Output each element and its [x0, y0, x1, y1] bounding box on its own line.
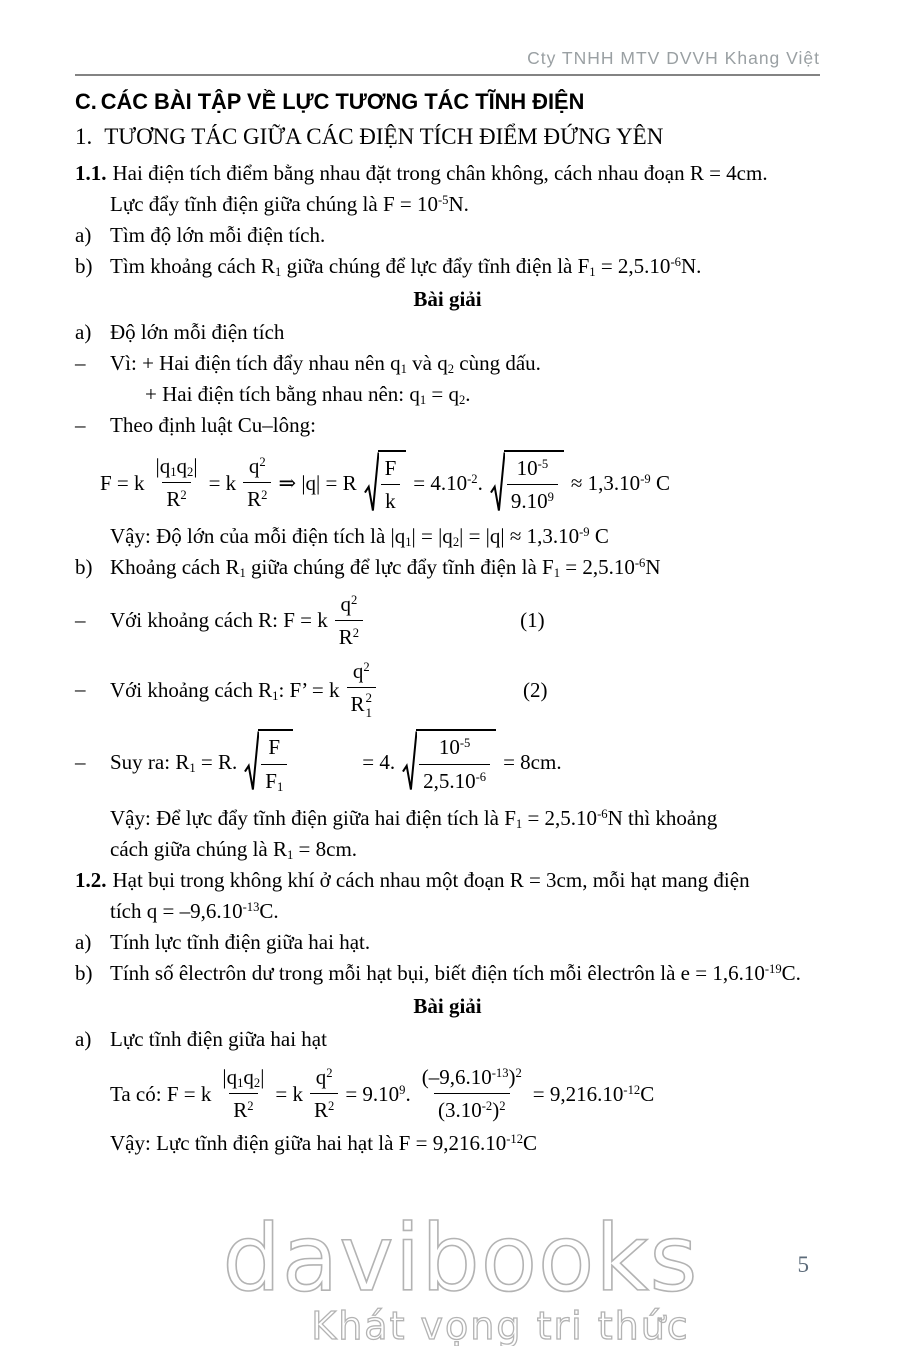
problem-1-2-statement-line1 [75, 865, 820, 896]
sqrt-ratio-2 [402, 729, 496, 795]
formula-term: = $4.10^{-2}$. [413, 470, 483, 495]
derivation-formula [110, 729, 820, 795]
list-marker-a: a) [75, 929, 92, 954]
question-a-text: Tìm độ lớn mỗi điện tích. [110, 223, 326, 247]
sqrt-body [504, 450, 564, 516]
formula-result: = 8cm. [503, 750, 562, 775]
conclusion-part-b-line1: Vậy: Để lực đẩy tĩnh điện giữa hai điện tích là $F_1 = 2,5.10^{-6}N$ thì khoảng [110, 805, 718, 832]
fraction-numerator: $q^2$ [340, 591, 358, 616]
problem-1-2-text-line1: Hạt bụi trong không khí ở cách nhau một đoạn R = 3cm, mỗi hạt mang điện [112, 867, 750, 892]
chapter-title-number: C. [75, 89, 97, 114]
fraction-F-over-F1 [261, 734, 287, 794]
solution-1-1-part-b-heading [75, 552, 820, 583]
conclusion-1-2: Vậy: Lực tĩnh điện giữa hai hạt là $F = 9,216.10^{-12}C$ [110, 1131, 538, 1156]
equation-1-row [75, 591, 820, 651]
section-heading-text: TƯƠNG TÁC GIỮA CÁC ĐIỆN TÍCH ĐIỂM ĐỨNG YÊN [104, 124, 664, 149]
formula-term: = 4. [362, 750, 396, 775]
sqrt-body [258, 729, 293, 795]
dash-marker: – [75, 413, 86, 437]
list-marker-a: a) [75, 223, 92, 247]
fraction-denominator: $R^2$ [243, 482, 271, 512]
problem-1-1-number: 1.1. [75, 161, 107, 185]
solution-reason-line1 [75, 348, 820, 379]
section-heading [75, 124, 820, 150]
watermark-slogan: Khát vọng tri thức [311, 1303, 690, 1346]
sqrt-body [378, 450, 407, 516]
formula-term: Với khoảng cách $R_1$: F’ = k [110, 677, 340, 703]
derivation-row [75, 729, 820, 795]
fraction-10-5-over-9-10-9 [507, 455, 558, 515]
radical-icon [244, 729, 259, 795]
fraction-numerator: $q^2$ [315, 1064, 333, 1089]
problem-1-1-statement-line1 [75, 158, 820, 189]
page-number: 5 [797, 1252, 809, 1277]
fraction-numerator: F [384, 456, 397, 480]
fraction-denominator: k [381, 484, 400, 514]
problem-1-2-question-b [75, 958, 820, 989]
fraction-numerator: $q^2$ [352, 659, 370, 683]
section-number: 1. [75, 124, 93, 149]
fraction-q2-over-R2 [335, 591, 363, 651]
sqrt-ratio [490, 450, 564, 516]
part-a-heading-text: Độ lớn mỗi điện tích [110, 320, 285, 344]
formula-term: = $9.10^9$. [345, 1081, 411, 1106]
dash-marker: – [75, 351, 86, 375]
coulomb-law-intro-text: Theo định luật Cu–lông: [110, 413, 316, 437]
solution-1-1-part-a-heading [75, 317, 820, 348]
dash-marker: – [75, 607, 86, 632]
force-calculation-formula [75, 1064, 820, 1124]
fraction-F-over-k [381, 455, 401, 515]
equation-2-row [75, 658, 820, 721]
part-b-heading-text: Khoảng cách $R_1$ giữa chúng để lực đẩy tĩnh điện là $F_1 = 2,5.10^{-6}N$ [110, 554, 661, 580]
problem-1-1-text-line1: Hai điện tích điểm bằng nhau đặt trong chân không, cách nhau đoạn R = 4cm. [112, 161, 768, 185]
fraction-numerator: $(-9,6.10^{-13})^2$ [421, 1064, 522, 1089]
problem-1-2-question-a [75, 927, 820, 958]
formula-term: Suy ra: $R_1 = R$. [110, 750, 238, 776]
radical-icon [402, 729, 417, 795]
solution-heading-2: Bài giải [413, 993, 482, 1018]
list-marker-b: b) [75, 254, 93, 278]
fraction-10-5-over-2-5-10-6 [419, 734, 490, 794]
fraction-denominator: $(3.10^{-2})^2$ [434, 1093, 510, 1123]
fraction-numerator: $|q_1q_2|$ [155, 454, 198, 480]
radical-icon [364, 450, 379, 516]
problem-1-2-number: 1.2. [75, 867, 107, 892]
question-a-text: Tính lực tĩnh điện giữa hai hạt. [110, 929, 371, 954]
formula-term: Với khoảng cách R: F = k [110, 608, 328, 633]
formula-result: = $9,216.10^{-12}C$ [532, 1081, 655, 1106]
list-marker-a: a) [75, 1026, 92, 1051]
question-b-text: Tìm khoảng cách $R_1$ giữa chúng để lực đẩy tĩnh điện là $F_1 = 2,5.10^{-6}N$. [110, 254, 702, 280]
solution-heading-1: Bài giải [413, 287, 482, 311]
coulomb-formula [75, 450, 820, 516]
fraction-numerator: $|q_1q_2|$ [222, 1064, 265, 1091]
question-b-text: Tính số êlectrôn dư trong mỗi hạt bụi, biết điện tích mỗi êlectrôn là $e = 1,6.10^{-19}C$. [110, 960, 801, 985]
fraction-denominator: $R^2$ [310, 1093, 338, 1123]
formula-term: = k [208, 470, 237, 495]
problem-1-1-question-a [75, 220, 820, 251]
problem-1-2-statement-line2: tích $q = -9,6.10^{-13}C$. [110, 898, 279, 923]
fraction-denominator: $R^2$ [229, 1093, 257, 1123]
fraction-q2-over-R2 [243, 453, 271, 513]
list-marker-b: b) [75, 960, 93, 985]
fraction-denominator: 9.10$^9$ [507, 484, 558, 514]
reason-text-line1: Vì: + Hai điện tích đẩy nhau nên $q_1$ và $q_2$ cùng dấu. [110, 351, 541, 377]
equation-1 [110, 591, 820, 651]
fraction-charges-over-distance [418, 1064, 526, 1124]
fraction-denominator: $R^2$ [335, 620, 363, 650]
fraction-q1q2-over-R2 [152, 453, 202, 513]
problem-1-1-question-b [75, 251, 820, 282]
solution-reason-line2: + Hai điện tích bằng nhau nên: $q_1 = q_2$. [145, 382, 471, 408]
equation-number: (2) [523, 677, 548, 702]
chapter-title-text: CÁC BÀI TẬP VỀ LỰC TƯƠNG TÁC TĨNH ĐIỆN [100, 89, 585, 114]
formula-term: Ta có: F = k [110, 1081, 212, 1106]
chapter-title [75, 89, 798, 115]
sqrt-F-over-F1 [244, 729, 293, 795]
radical-icon [490, 450, 505, 516]
sqrt-F-over-k [364, 450, 407, 516]
watermark [0, 1205, 897, 1346]
solution-1-2-part-a-heading [75, 1024, 820, 1055]
company-name: Cty TNHH MTV DVVH Khang Việt [527, 48, 820, 68]
equation-number: (1) [520, 608, 545, 633]
part-a-heading-text: Lực tĩnh điện giữa hai hạt [110, 1026, 327, 1051]
fraction-numerator: F [268, 735, 281, 760]
fraction-denominator: $R^2$ [162, 482, 190, 512]
list-marker-a: a) [75, 320, 92, 344]
fraction-numerator: $10^{-5}$ [438, 735, 471, 760]
formula-term: F = k [100, 470, 145, 495]
fraction-q2-over-R2 [310, 1064, 338, 1124]
fraction-denominator: $2,5.10^{-6}$ [419, 764, 490, 794]
page-header [75, 48, 820, 74]
header-divider [75, 74, 820, 76]
fraction-numerator: $10^{-5}$ [516, 456, 549, 480]
conclusion-part-a: Vậy: Độ lớn của mỗi điện tích là $|q_1| = |q_2| = |q| \approx 1,3.10^{-9}$ C [110, 523, 609, 549]
dash-marker: – [75, 677, 86, 702]
formula-term: = k [275, 1081, 303, 1106]
problem-1-1-statement-line2: Lực đẩy tĩnh điện giữa chúng là $F = 10^{-5}N$. [110, 192, 469, 216]
dash-marker: – [75, 749, 86, 774]
formula-result: ≈ $1,3.10^{-9}$ C [570, 470, 670, 495]
formula-term: ⇒ |q| = R [278, 470, 357, 495]
fraction-q2-over-R1-squared [347, 658, 377, 721]
coulomb-law-intro [75, 410, 820, 441]
conclusion-part-b-line2: cách giữa chúng là $R_1 = 8cm$. [110, 836, 358, 863]
fraction-numerator: $q^2$ [248, 454, 266, 478]
list-marker-b: b) [75, 554, 93, 579]
watermark-brand: davibooks [222, 1205, 699, 1312]
equation-2 [110, 658, 820, 721]
sqrt-body [416, 729, 496, 795]
fraction-denominator: $F_1$ [261, 764, 287, 794]
fraction-denominator: R 2 1 [347, 687, 377, 721]
fraction-q1q2-over-R2 [218, 1064, 268, 1124]
